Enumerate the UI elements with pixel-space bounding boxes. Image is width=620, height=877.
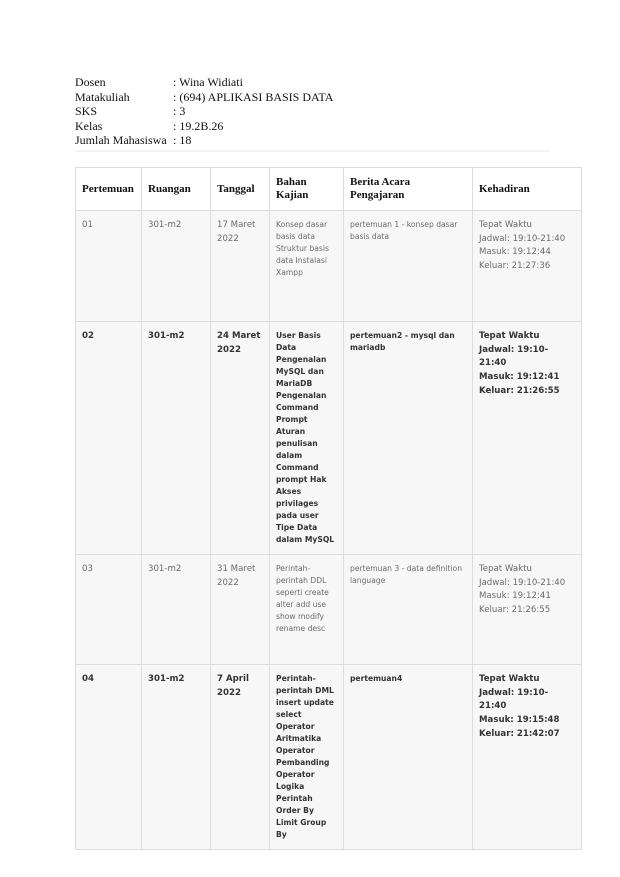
cell-kehadiran: [473, 555, 582, 665]
header-ruangan: Ruangan: [142, 168, 211, 211]
info-label: Jumlah Mahasiswa: [75, 133, 167, 147]
cell-berita-acara: pertemuan 3 - data definition language: [344, 555, 473, 665]
attendance-status: Tepat Waktu: [479, 220, 532, 230]
divider: [75, 150, 550, 152]
table-row: [76, 322, 582, 555]
info-row-jumlah: [75, 133, 333, 148]
info-row-dosen: [75, 75, 333, 90]
info-label: SKS: [75, 104, 98, 118]
info-row-kelas: [75, 119, 333, 134]
attendance-checkout: Keluar: 21:27:36: [479, 261, 551, 272]
cell-bahan-kajian: Perintah-perintah DDL seperti create alter add use show modify rename desc: [270, 555, 344, 665]
info-label: Kelas: [75, 118, 103, 133]
attendance-checkout: Keluar: 21:26:55: [479, 385, 560, 396]
lecturer-name: : Wina Widiati: [173, 75, 243, 89]
cell-pertemuan: 02: [76, 322, 142, 555]
credits-value: : 3: [173, 104, 186, 118]
table-row: [76, 211, 582, 322]
cell-tanggal: 17 Maret 2022: [211, 211, 270, 322]
cell-bahan-kajian: Konsep dasar basis data Struktur basis data Instalasi Xampp: [270, 211, 344, 322]
cell-pertemuan: 03: [76, 555, 142, 665]
info-row-matakuliah: [75, 90, 333, 105]
table-row: [76, 555, 582, 665]
cell-berita-acara: pertemuan2 - mysql dan mariadb: [344, 322, 473, 555]
cell-tanggal: 24 Maret 2022: [211, 322, 270, 555]
attendance-schedule: Jadwal: 19:10-21:40: [479, 687, 549, 712]
info-label: Dosen: [75, 75, 106, 89]
cell-bahan-kajian: User Basis Data Pengenalan MySQL dan MariaDB Pengenalan Command Prompt Aturan penulisan dalam Command prompt Hak Akses privilages pada user Tipe Data dalam MySQL: [270, 322, 344, 555]
cell-berita-acara: pertemuan4: [344, 665, 473, 850]
attendance-status: Tepat Waktu: [479, 564, 532, 574]
cell-ruangan: 301-m2: [142, 665, 211, 850]
student-count: : 18: [173, 133, 192, 147]
course-info: [75, 75, 333, 148]
info-label: Matakuliah: [75, 89, 130, 104]
table-row: [76, 665, 582, 850]
attendance-schedule: Jadwal: 19:10-21:40: [479, 577, 566, 588]
attendance-checkout: Keluar: 21:42:07: [479, 728, 560, 739]
cell-kehadiran: [473, 322, 582, 555]
attendance-checkin: Masuk: 19:12:44: [479, 247, 551, 258]
cell-ruangan: 301-m2: [142, 555, 211, 665]
attendance-schedule: Jadwal: 19:10-21:40: [479, 344, 549, 369]
cell-tanggal: 7 April 2022: [211, 665, 270, 850]
attendance-checkin: Masuk: 19:15:48: [479, 715, 560, 726]
attendance-checkin: Masuk: 19:12:41: [479, 372, 560, 383]
table-header-row: [76, 168, 582, 211]
cell-kehadiran: [473, 665, 582, 850]
cell-pertemuan: 01: [76, 211, 142, 322]
attendance-checkout: Keluar: 21:26:55: [479, 605, 551, 616]
attendance-status: Tepat Waktu: [479, 674, 540, 684]
cell-ruangan: 301-m2: [142, 211, 211, 322]
attendance-checkin: Masuk: 19:12:41: [479, 591, 551, 602]
header-pertemuan: Pertemuan: [76, 168, 142, 211]
attendance-schedule: Jadwal: 19:10-21:40: [479, 233, 566, 244]
header-kehadiran: Kehadiran: [473, 168, 582, 211]
attendance-status: Tepat Waktu: [479, 331, 540, 341]
course-name: : (694) APLIKASI BASIS DATA: [173, 89, 334, 104]
cell-berita-acara: pertemuan 1 - konsep dasar basis data: [344, 211, 473, 322]
header-bahan-kajian: Bahan Kajian: [270, 168, 344, 211]
class-value: : 19.2B.26: [173, 118, 224, 133]
cell-ruangan: 301-m2: [142, 322, 211, 555]
info-row-sks: [75, 104, 333, 119]
header-tanggal: Tanggal: [211, 168, 270, 211]
cell-tanggal: 31 Maret 2022: [211, 555, 270, 665]
cell-bahan-kajian: Perintah-perintah DML insert update select Operator Aritmatika Operator Pembanding Operator Logika Perintah Order By Limit Group By: [270, 665, 344, 850]
attendance-table: [75, 167, 582, 850]
cell-pertemuan: 04: [76, 665, 142, 850]
cell-kehadiran: [473, 211, 582, 322]
header-berita-acara: Berita Acara Pengajaran: [344, 168, 473, 211]
